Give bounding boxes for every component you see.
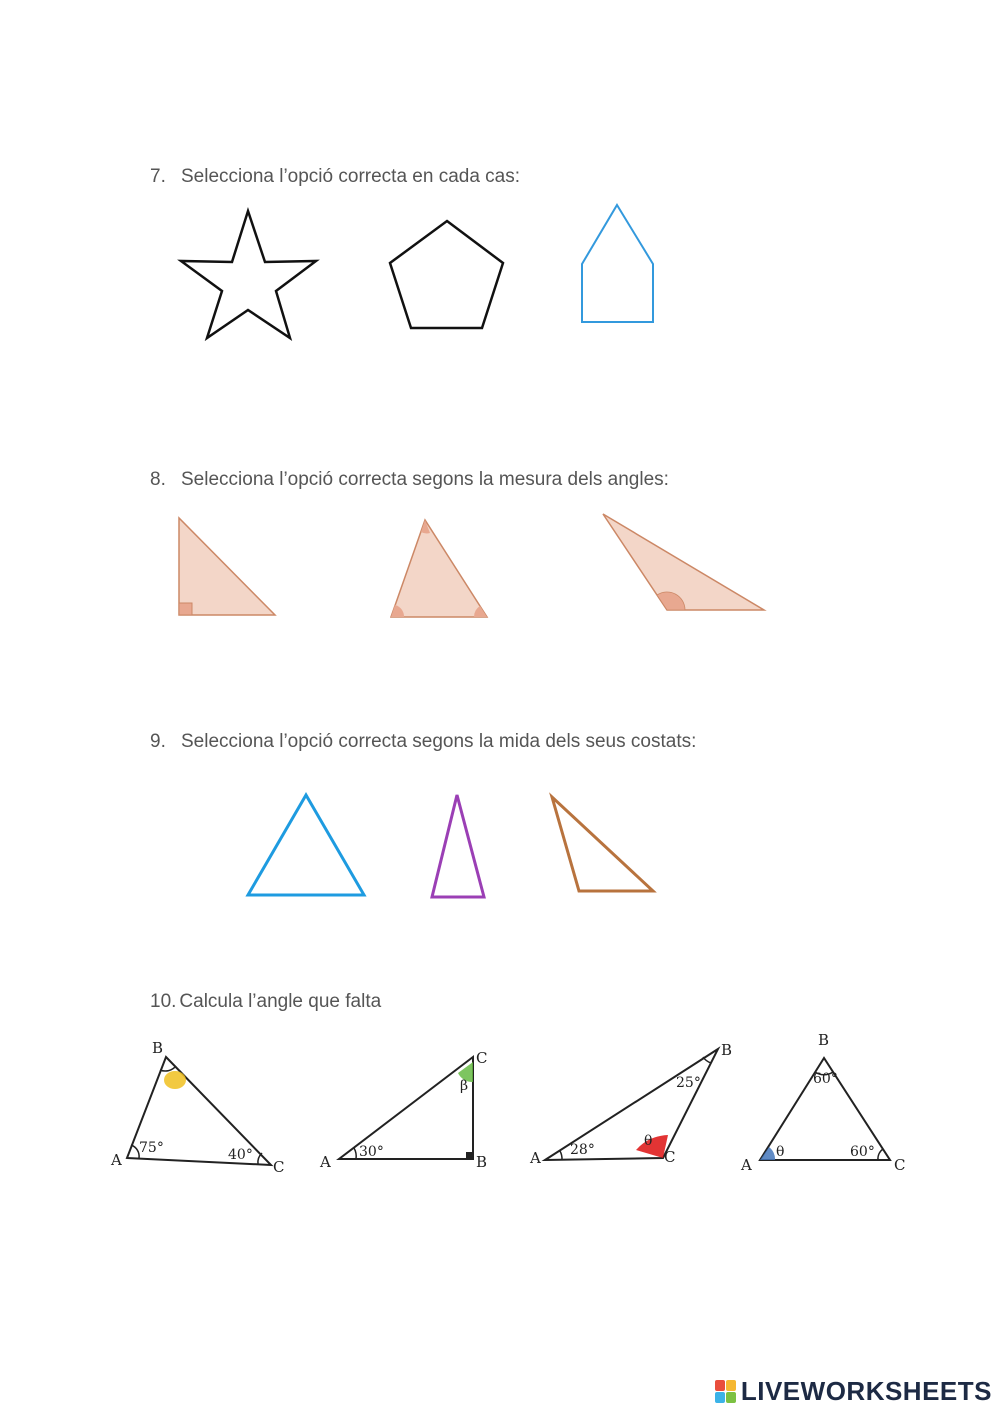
vertex-label-b: B [476, 1153, 488, 1171]
right-triangle[interactable] [179, 518, 275, 615]
q10-figures [110, 1031, 905, 1176]
liveworksheets-logo[interactable] [715, 1376, 992, 1407]
angle-label-a: 30° [359, 1144, 384, 1160]
acute-triangle[interactable] [391, 520, 487, 617]
unknown-angle-label: θ [644, 1133, 653, 1149]
vertex-label-c: C [273, 1158, 285, 1176]
right-angle-marker [179, 603, 192, 615]
q10-triangle-4[interactable] [740, 1031, 905, 1174]
q10-triangle-1[interactable] [110, 1039, 284, 1176]
q10-triangle-2[interactable] [319, 1049, 487, 1171]
right-angle-marker [466, 1152, 473, 1159]
question-text: Selecciona l’opció correcta en cada cas: [181, 166, 521, 187]
scalene-triangle[interactable] [552, 797, 653, 891]
vertex-label-a: A [530, 1149, 541, 1167]
angle-label-c: 60° [850, 1144, 875, 1160]
logo-squares-icon [715, 1380, 737, 1404]
isosceles-triangle[interactable] [432, 795, 484, 897]
angle-label-b: 25° [676, 1075, 701, 1091]
angle-label-a: 28° [570, 1142, 595, 1158]
question-text: Calcula l’angle que falta [179, 991, 382, 1012]
vertex-label-c: C [476, 1049, 488, 1067]
question-number: 8. [150, 469, 166, 490]
equilateral-triangle[interactable] [248, 795, 364, 895]
vertex-label-b: B [721, 1041, 733, 1059]
unknown-angle-label: β [460, 1078, 469, 1094]
question-text: Selecciona l’opció correcta segons la mesura dels angles: [181, 469, 669, 490]
q7-figures [181, 205, 653, 338]
q8-figures [179, 514, 764, 617]
vertex-label-c: C [664, 1148, 676, 1166]
unknown-angle-marker[interactable] [164, 1071, 186, 1089]
vertex-label-b: B [152, 1039, 164, 1057]
angle-label-c: 40° [228, 1147, 253, 1163]
vertex-label-a: A [320, 1153, 331, 1171]
vertex-label-a: A [111, 1151, 122, 1169]
logo-text: LIVEWORKSHEETS [740, 1376, 992, 1406]
question-number: 7. [150, 166, 166, 187]
pentagon-shape[interactable] [390, 221, 503, 328]
question-number: 9. [150, 731, 166, 752]
angle-label-a: 75° [139, 1140, 164, 1156]
obtuse-triangle[interactable] [603, 514, 764, 610]
unknown-angle-label: θ [776, 1144, 785, 1160]
star-shape[interactable] [181, 211, 316, 338]
house-shape[interactable] [582, 205, 653, 322]
angle-label-b: 60° [813, 1071, 838, 1087]
q9-figures [248, 795, 653, 897]
vertex-label-b: B [818, 1031, 830, 1049]
question-number: 10. [150, 991, 177, 1012]
q10-triangle-3[interactable] [529, 1041, 732, 1167]
question-text: Selecciona l’opció correcta segons la mida dels seus costats: [181, 731, 697, 752]
vertex-label-c: C [894, 1156, 906, 1174]
vertex-label-a: A [741, 1156, 752, 1174]
